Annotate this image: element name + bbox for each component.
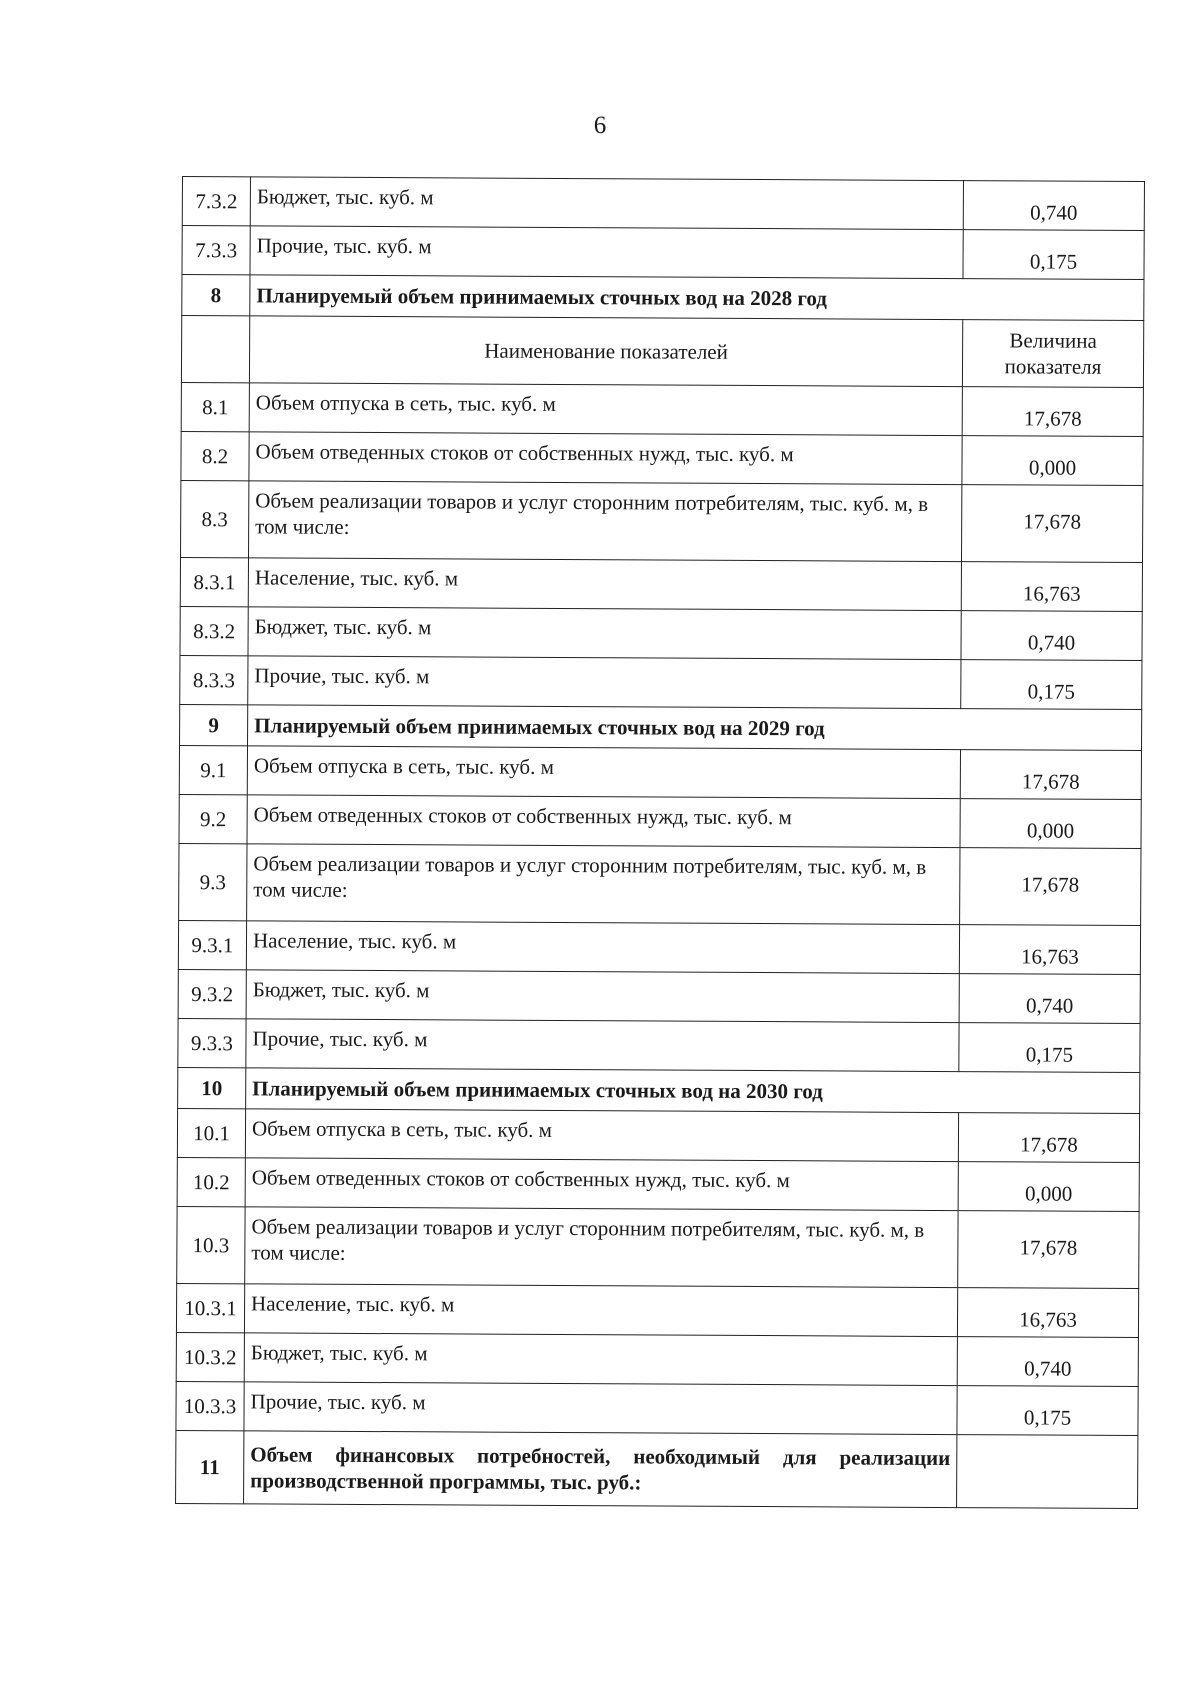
row-label: Объем реализации товаров и услуг сторонним потребителям, тыс. куб. м, в том числе:: [245, 1207, 958, 1288]
row-value: 0,175: [959, 1023, 1140, 1073]
column-header-value-line1: Величина: [1009, 328, 1097, 353]
row-number: 9.2: [179, 794, 247, 843]
row-value: 0,740: [961, 611, 1142, 661]
column-header-row: [181, 316, 1143, 388]
row-number: 10.2: [177, 1157, 245, 1206]
row-value: 16,763: [959, 925, 1140, 975]
table-row: [179, 794, 1141, 848]
row-label: Прочие, тыс. куб. м: [248, 656, 961, 709]
row-value: 0,740: [957, 1337, 1138, 1387]
row-number: 9.3.2: [178, 969, 246, 1018]
row-value: 17,678: [958, 1113, 1139, 1163]
row-value: 17,678: [958, 1211, 1139, 1289]
row-value: 17,678: [960, 750, 1141, 800]
section-title: Планируемый объем принимаемых сточных вод на 2029 год: [248, 705, 1142, 751]
section-header-row: [178, 1067, 1140, 1113]
row-value: 0,175: [961, 660, 1142, 710]
row-value: 0,000: [962, 436, 1143, 486]
row-value: 0,175: [963, 230, 1144, 280]
row-number: 9.3.3: [178, 1018, 246, 1067]
row-value: 0,175: [957, 1386, 1138, 1436]
table-row: [176, 1283, 1138, 1337]
row-number: 8.3.2: [180, 606, 248, 655]
row-label: Объем отведенных стоков от собственных нужд, тыс. куб. м: [247, 795, 960, 848]
page-number: 6: [593, 112, 607, 139]
table-row: [177, 1108, 1139, 1162]
row-number: 10.3: [177, 1206, 245, 1283]
table-row: [176, 1332, 1138, 1386]
table-row: [179, 843, 1141, 925]
row-label: Объем реализации товаров и услуг сторонним потребителям, тыс. куб. м, в том числе:: [249, 481, 962, 562]
row-label: Объем финансовых потребностей, необходимый для реализации производственной программы, тыс. руб.:: [244, 1431, 957, 1508]
row-value: 0,740: [959, 974, 1140, 1024]
table-row: [178, 920, 1140, 974]
row-label: Объем отпуска в сеть, тыс. куб. м: [245, 1109, 958, 1162]
table-row: [178, 969, 1140, 1023]
row-number: 8.2: [181, 431, 249, 480]
row-number: 10.1: [177, 1108, 245, 1157]
section-title: Планируемый объем принимаемых сточных вод на 2028 год: [250, 275, 1144, 321]
row-number: 9.1: [179, 745, 247, 794]
row-label: Население, тыс. куб. м: [244, 1284, 957, 1337]
row-value: 16,763: [961, 562, 1142, 612]
section-number: 9: [180, 704, 248, 745]
row-number: 8.3.3: [180, 655, 248, 704]
table-row: [180, 606, 1142, 660]
final-row: [176, 1430, 1138, 1508]
row-number: 9.3: [179, 843, 247, 920]
row-number: 7.3.3: [182, 226, 250, 275]
row-number: 10.3.3: [176, 1381, 244, 1430]
table-row: [177, 1206, 1139, 1288]
row-value: 0,000: [960, 799, 1141, 849]
row-label: Население, тыс. куб. м: [248, 558, 961, 611]
row-number: 8.3: [181, 480, 249, 557]
row-value: 16,763: [957, 1288, 1138, 1338]
table-row: [181, 480, 1143, 562]
row-label: Объем отпуска в сеть, тыс. куб. м: [247, 746, 960, 799]
section-header-row: [182, 275, 1144, 321]
table-row: [180, 655, 1142, 709]
table-row: [179, 745, 1141, 799]
row-number: 8.3.1: [180, 557, 248, 606]
row-number: 10.3.2: [176, 1332, 244, 1381]
table-row: [182, 226, 1144, 280]
row-label: Объем отведенных стоков от собственных нужд, тыс. куб. м: [245, 1158, 958, 1211]
row-label: Прочие, тыс. куб. м: [250, 226, 963, 279]
row-label: Бюджет, тыс. куб. м: [250, 177, 963, 230]
table-row: [178, 1018, 1140, 1072]
row-value: 17,678: [961, 485, 1142, 563]
section-number: 8: [182, 275, 250, 316]
table-row: [181, 431, 1143, 485]
section-title: Планируемый объем принимаемых сточных вод на 2030 год: [246, 1068, 1140, 1114]
row-label: Бюджет, тыс. куб. м: [246, 970, 959, 1023]
column-header-value-line2: показателя: [1004, 354, 1102, 379]
production-program-table: [175, 176, 1145, 1509]
row-value: 17,678: [960, 848, 1141, 926]
section-header-row: [180, 704, 1142, 750]
row-label: Объем отпуска в сеть, тыс. куб. м: [249, 383, 962, 436]
row-label: Бюджет, тыс. куб. м: [244, 1333, 957, 1386]
row-value: 0,740: [963, 181, 1144, 231]
row-label: Бюджет, тыс. куб. м: [248, 607, 961, 660]
row-number: 7.3.2: [182, 177, 250, 226]
row-number: 9.3.1: [178, 920, 246, 969]
column-header-value: [962, 320, 1143, 388]
row-value: 17,678: [962, 387, 1143, 437]
table-row: [180, 557, 1142, 611]
row-number: 10.3.1: [176, 1283, 244, 1332]
row-number: 8.1: [181, 382, 249, 431]
column-header-empty: [181, 316, 249, 383]
row-label: Население, тыс. куб. м: [246, 921, 959, 974]
row-value: [957, 1435, 1138, 1509]
row-label: Объем реализации товаров и услуг сторонним потребителям, тыс. куб. м, в том числе:: [247, 844, 960, 925]
table-row: [181, 382, 1143, 436]
row-label: Прочие, тыс. куб. м: [246, 1019, 959, 1072]
row-value: 0,000: [958, 1162, 1139, 1212]
row-number: 11: [176, 1430, 244, 1503]
table-row: [177, 1157, 1139, 1211]
section-number: 10: [178, 1067, 246, 1108]
row-label: Объем отведенных стоков от собственных нужд, тыс. куб. м: [249, 432, 962, 485]
table-row: [182, 177, 1144, 231]
column-header-name: Наименование показателей: [249, 316, 962, 387]
row-label: Прочие, тыс. куб. м: [244, 1382, 957, 1435]
table-row: [176, 1381, 1138, 1435]
